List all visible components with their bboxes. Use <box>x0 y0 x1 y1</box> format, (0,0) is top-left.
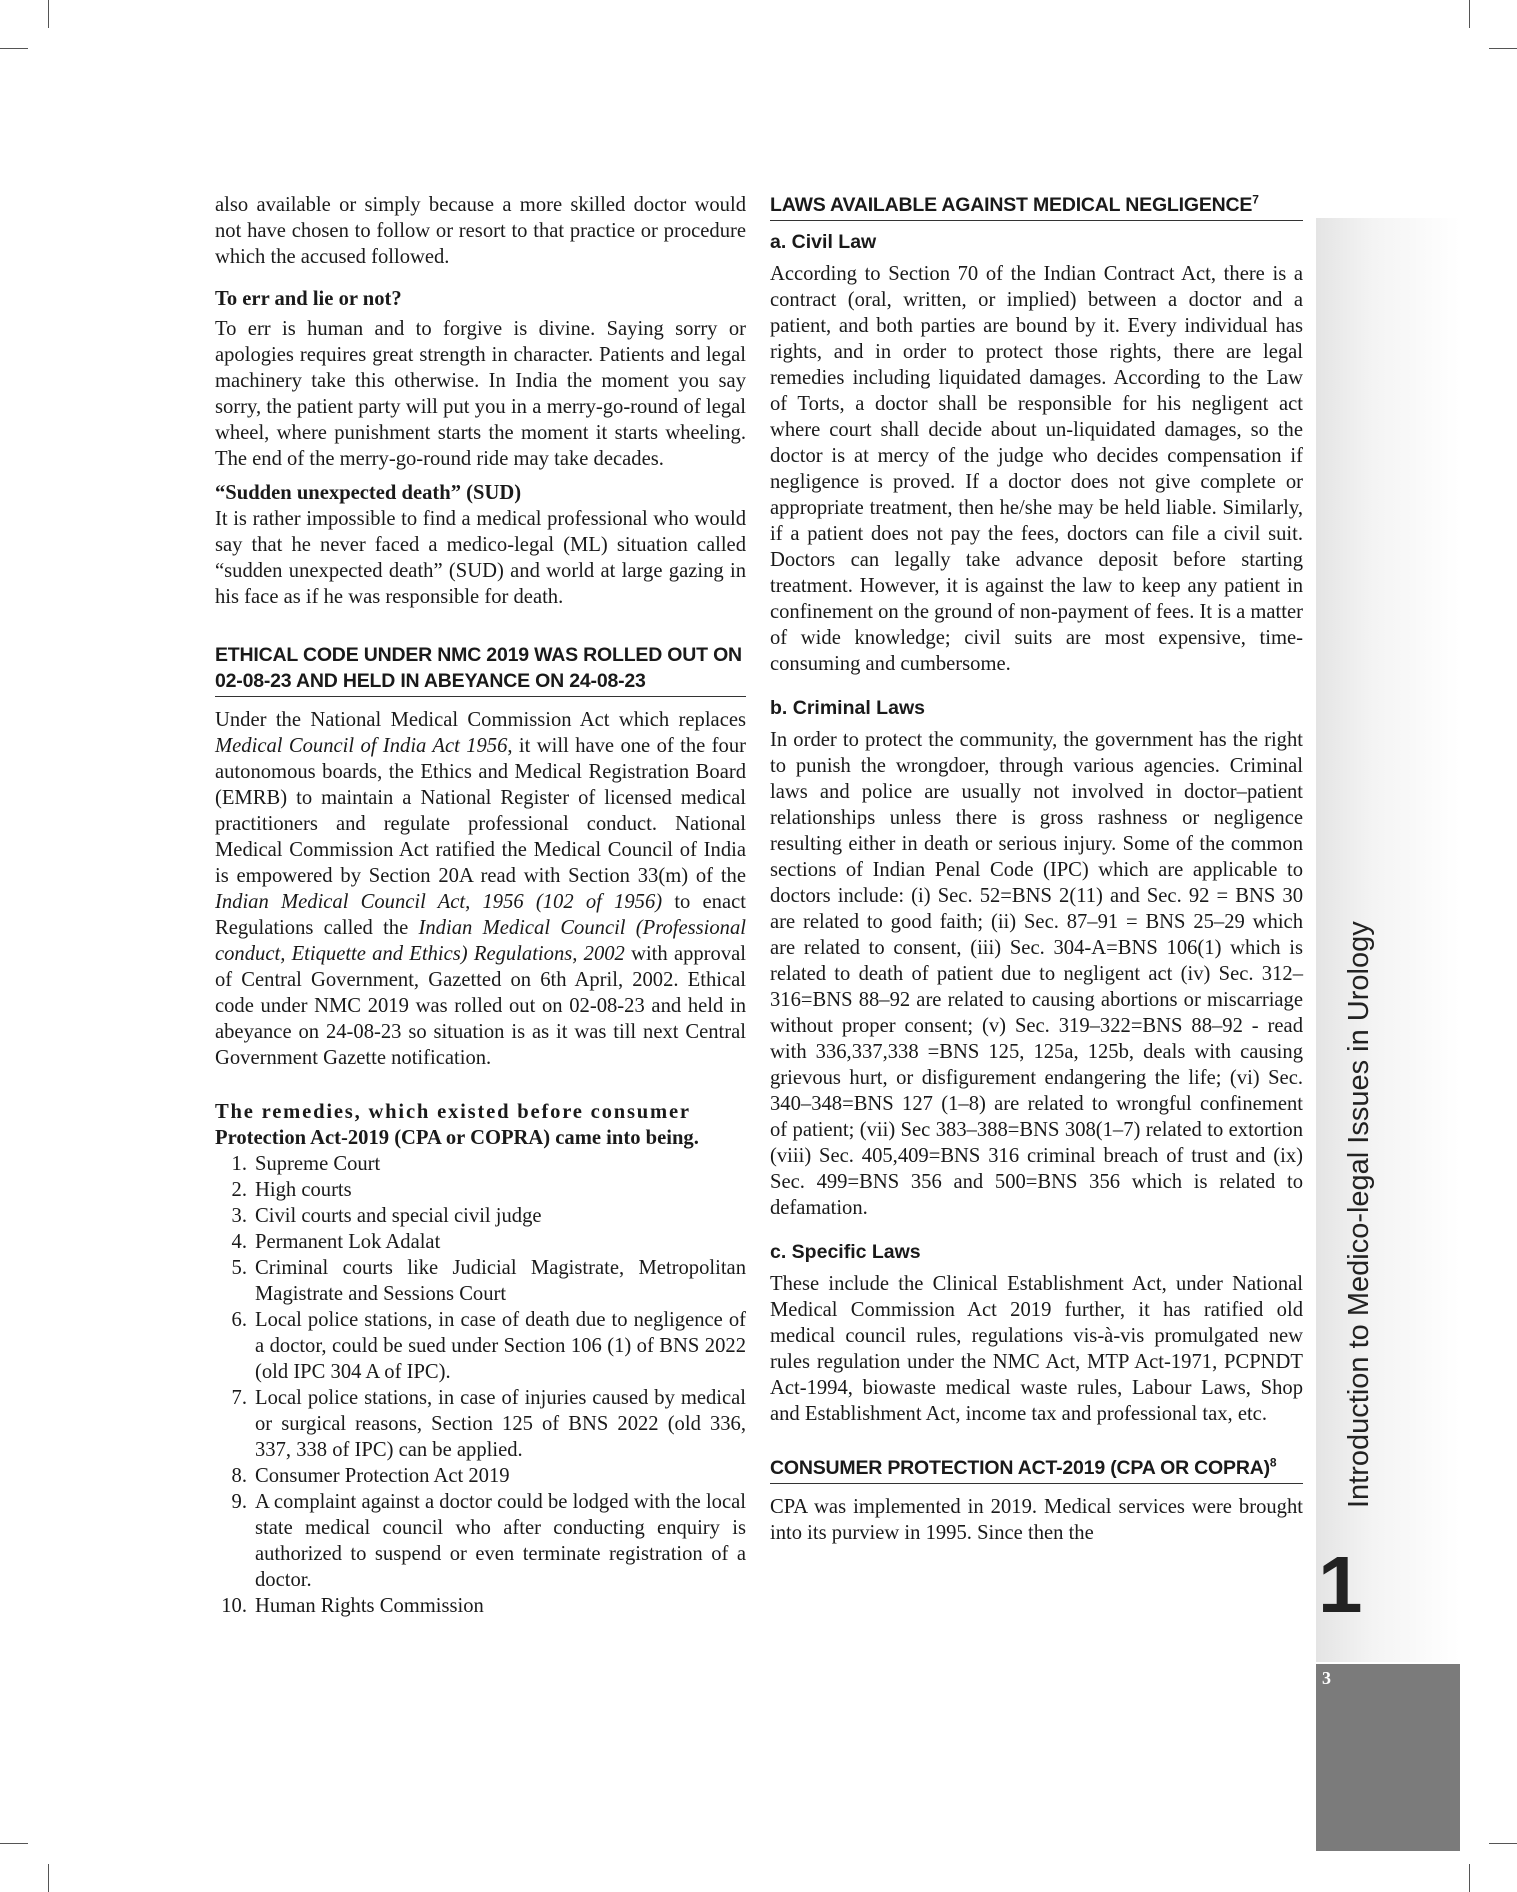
crop-mark <box>1489 48 1517 49</box>
crop-mark <box>1469 0 1470 28</box>
list-item: 1. Supreme Court <box>231 1153 381 1175</box>
ethical-code-heading: ETHICAL CODE UNDER NMC 2019 WAS ROLLED OUT ON 02-08-23 AND HELD IN ABEYANCE ON 24-08-23 <box>215 642 746 697</box>
running-title: Introduction to Medico-legal Issues in Urology <box>1343 921 1375 1508</box>
criminal-laws-heading: b. Criminal Laws <box>770 697 925 719</box>
err-heading: To err and lie or not? <box>215 288 402 310</box>
list-item: 4. Permanent Lok Adalat <box>231 1231 441 1253</box>
list-item: 10. Human Rights Commission <box>221 1595 484 1617</box>
list-item: 3. Civil courts and special civil judge <box>231 1205 542 1227</box>
laws-heading: LAWS AVAILABLE AGAINST MEDICAL NEGLIGENCE$^7$ <box>770 192 1303 221</box>
cpa-heading: CONSUMER PROTECTION ACT-2019 (CPA OR COPRA)$^8$ <box>770 1455 1303 1484</box>
crop-mark <box>0 48 28 49</box>
list-item: 2. High courts <box>231 1179 352 1201</box>
crop-mark <box>1469 1864 1470 1892</box>
cpa-paragraph: CPA was implemented in 2019. Medical services were brought into its purview in 1995. Since then the <box>770 1496 1303 1544</box>
chapter-number: 1 <box>1318 1540 1363 1629</box>
civil-law-heading: a. Civil Law <box>770 231 877 253</box>
remedies-list <box>215 1151 746 1619</box>
list-item: 5. Criminal courts like Judicial Magistrate, Metropolitan Magistrate and Sessions Court <box>231 1257 746 1305</box>
civil-law-paragraph: According to Section 70 of the Indian Contract Act, there is a contract (oral, written, or implied) between a doctor and a patient, and both parties are bound by it. Every individual has rights, and in order to protect those rights, there are legal remedies including liquidated damages. According to the Law of Torts, a doctor shall be responsible for his negligent act where court shall decide about un-liquidated damages, so the doctor is at mercy of the judge who decides compensation if negligence is proved. If a doctor does not give complete or appropriate treatment, then he/she may be held liable. Similarly, if a patient does not pay the fees, doctors can file a civil suit. Doctors can legally take advance deposit before starting treatment. However, it is against the law to keep any patient in confinement on the ground of non-payment of fees. It is a matter of wide knowledge; civil suits are most expensive, time-consuming and cumbersome. <box>770 263 1303 675</box>
crop-mark <box>48 0 49 28</box>
intro-paragraph: also available or simply because a more skilled doctor would not have chosen to follow or resort to that practice or procedure which the accused followed. <box>215 194 746 268</box>
page-number-box <box>1316 1664 1460 1851</box>
list-item: 7. Local police stations, in case of injuries caused by medical or surgical reasons, Section 125 of BNS 2022 (old 336, 337, 338 of IPC) can be applied. <box>231 1387 746 1461</box>
right-column <box>770 192 1303 1546</box>
specific-laws-heading: c. Specific Laws <box>770 1241 921 1263</box>
list-item: 6. Local police stations, in case of death due to negligence of a doctor, could be sued under Section 106 (1) of BNS 2022 (old IPC 304 A of IPC). <box>231 1309 746 1383</box>
crop-mark <box>0 1843 28 1844</box>
ethical-paragraph: Under the National Medical Commission Act which replaces Medical Council of India Act 1956, it will have one of the four autonomous boards, the Ethics and Medical Registration Board (EMRB) to maintain a National Register of licensed medical practitioners and regulate professional conduct. National Medical Commission Act ratified the Medical Council of India is empowered by Section 20A read with Section 33(m) of the Indian Medical Council Act, 1956 (102 of 1956) to enact Regulations called the Indian Medical Council (Professional conduct, Etiquette and Ethics) Regulations, 2002 with approval of Central Government, Gazetted on 6th April, 2002. Ethical code under NMC 2019 was rolled out on 02-08-23 and held in abeyance on 24-08-23 so situation is as it was till next Central Government Gazette notification. <box>215 709 747 1069</box>
crop-mark <box>48 1864 49 1892</box>
page-number: 3 <box>1322 1668 1331 1688</box>
err-paragraph: To err is human and to forgive is divine. Saying sorry or apologies requires great strength in character. Patients and legal machinery take this otherwise. In India the moment you say sorry, the patient party will put you in a merry-go-round of legal wheel, where punishment starts the moment it starts wheeling. The end of the merry-go-round ride may take decades. <box>215 318 746 470</box>
list-item: 8. Consumer Protection Act 2019 <box>231 1465 510 1487</box>
remedies-heading-cont: Protection Act-2019 (CPA or COPRA) came into being. <box>215 1127 699 1149</box>
left-column <box>215 192 746 1619</box>
specific-laws-paragraph: These include the Clinical Establishment Act, under National Medical Commission Act 2019 further, it has ratified old medical council rules, regulations vis-à-vis promulgated new rules regulation under the NMC Act, MTP Act-1971, PCPNDT Act-1994, biowaste medical waste rules, Labour Laws, Shop and Establishment Act, income tax and professional tax, etc. <box>770 1273 1303 1425</box>
sud-paragraph: It is rather impossible to find a medical professional who would say that he never faced a medico-legal (ML) situation called “sudden unexpected death” (SUD) and world at large gazing in his face as if he was responsible for death. <box>215 508 746 608</box>
remedies-heading: The remedies, which existed before consumer <box>215 1101 691 1123</box>
sud-heading: “Sudden unexpected death” (SUD) <box>215 482 522 504</box>
chapter-sidebar <box>1316 218 1460 1662</box>
crop-mark <box>1489 1843 1517 1844</box>
criminal-laws-paragraph: In order to protect the community, the government has the right to punish the wrongdoer, through various agencies. Criminal laws and police are usually not involved in doctor–patient relationships unless there is gross rashness or negligence resulting either in death or serious injury. Some of the common sections of Indian Penal Code (IPC) which are applicable to doctors include: (i) Sec. 52=BNS 2(11) and Sec. 92 = BNS 30 are related to good faith; (ii) Sec. 87–91 = BNS 25–29 which are related to consent, (iii) Sec. 304-A=BNS 106(1) which is related to death of patient due to negligent act (iv) Sec. 312–316=BNS 88–92 are related to causing abortions or miscarriage without proper consent; (v) Sec. 319–322=BNS 88–92 - read with 336,337,338 =BNS 125, 125a, 125b, deals with causing grievous hurt, or disfigurement endangering the life; (vi) Sec. 340–348=BNS 127 (1–8) are related to wrongful confinement of patient; (vii) Sec 383–388=BNS 308(1–7) related to extortion (viii) Sec. 405,409=BNS 316 criminal breach of trust and (ix) Sec. 499=BNS 356 and 500=BNS 356 which is related to defamation. <box>770 729 1303 1219</box>
list-item: 9. A complaint against a doctor could be lodged with the local state medical council who after conducting enquiry is authorized to suspend or even terminate registration of a doctor. <box>231 1491 746 1591</box>
